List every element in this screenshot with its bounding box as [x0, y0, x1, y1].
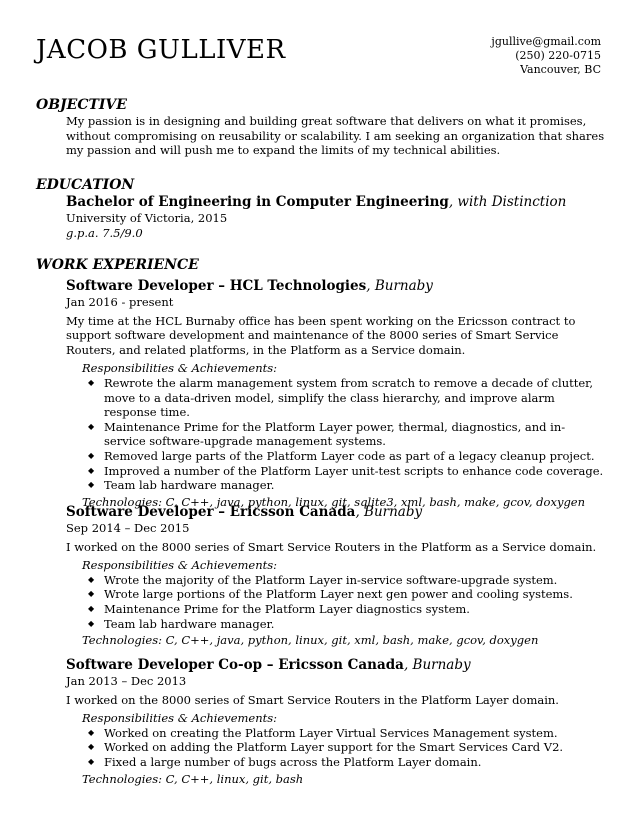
degree: Bachelor of Engineering in Computer Engineering [66, 194, 449, 210]
job-title-line [66, 277, 606, 295]
list-item: ◆ Wrote large portions of the Platform Layer next gen power and cooling systems. [88, 587, 573, 602]
job-ericsson [66, 503, 606, 648]
objective-heading: OBJECTIVE [36, 97, 127, 113]
technologies: Technologies: C, C++, linux, git, bash [82, 771, 304, 786]
list-item: ◆ Removed large parts of the Platform Layer code as part of a legacy cleanup project. [88, 448, 595, 463]
bullet-icon: ◆ [88, 603, 95, 613]
job-title-line [66, 656, 606, 674]
list-item: ◆ Fixed a large number of bugs across the Platform Layer domain. [88, 754, 482, 769]
job-dates: Jan 2013 – Dec 2013 [66, 674, 187, 688]
bullet-icon: ◆ [88, 465, 95, 475]
job-description: My time at the HCL Burnaby office has been spent working on the Ericsson contract to support software development and maintenance of the 8000 series of Smart Service Routers, and related platforms, in the Platform as a Service domain. [66, 313, 576, 357]
list-item: ◆ Team lab hardware manager. [88, 478, 275, 493]
bullet-icon: ◆ [88, 756, 95, 766]
job-ericsson-coop [66, 656, 606, 786]
job-title: Software Developer – Ericsson Canada [66, 504, 356, 520]
technologies: Technologies: C, C++, java, python, linux, git, xml, bash, make, gcov, doxygen [82, 633, 539, 648]
education-block [66, 193, 606, 240]
bullet-icon: ◆ [88, 589, 95, 599]
responsibilities-label: Responsibilities & Achievements: [82, 361, 278, 376]
job-dates: Sep 2014 – Dec 2015 [66, 521, 190, 535]
responsibilities-label: Responsibilities & Achievements: [82, 711, 278, 726]
location: Vancouver, BC [520, 63, 601, 76]
bullet-icon: ◆ [88, 727, 95, 737]
job-description: I worked on the 8000 series of Smart Service Routers in the Platform as a Service domain. [66, 539, 597, 554]
list-item: ◆ Improved a number of the Platform Layer unit-test scripts to enhance code coverage. [88, 463, 604, 478]
bullet-icon: ◆ [88, 480, 95, 490]
job-title: Software Developer Co-op – Ericsson Canada [66, 657, 404, 673]
responsibilities-label: Responsibilities & Achievements: [82, 558, 278, 573]
work-heading: WORK EXPERIENCE [36, 257, 199, 273]
bullet-icon: ◆ [88, 742, 95, 752]
job-location: , Burnaby [403, 657, 471, 673]
list-item: ◆ Worked on creating the Platform Layer Virtual Services Management system. [88, 725, 558, 740]
school: University of Victoria, 2015 [66, 211, 228, 225]
job-title-line [66, 503, 606, 521]
list-item: ◆ Team lab hardware manager. [88, 616, 275, 631]
list-item: ◆ Worked on adding the Platform Layer support for the Smart Services Card V2. [88, 740, 564, 755]
job-dates: Jan 2016 - present [66, 295, 174, 309]
gpa: g.p.a. 7.5/9.0 [66, 225, 143, 240]
list-item: ◆ Maintenance Prime for the Platform Layer power, thermal, diagnostics, and in-service software-upgrade management systems. [88, 419, 566, 449]
bullet-icon: ◆ [88, 421, 95, 431]
job-title: Software Developer – HCL Technologies [66, 278, 367, 294]
list-item: ◆ Wrote the majority of the Platform Layer in-service software-upgrade system. [88, 572, 558, 587]
bullet-icon: ◆ [88, 574, 95, 584]
bullet-icon: ◆ [88, 450, 95, 460]
objective-text: My passion is in designing and building great software that delivers on what it promises, without compromising on reusability or scalability. I am seeking an organization that shares my passion and will push me to expand the limits of my technical abilities. [66, 114, 605, 158]
distinction: , with Distinction [448, 194, 567, 210]
phone: (250) 220-0715 [515, 49, 601, 62]
job-description: I worked on the 8000 series of Smart Service Routers in the Platform Layer domain. [66, 692, 559, 707]
bullet-icon: ◆ [88, 377, 95, 387]
achievement-list [66, 726, 606, 770]
degree-line [66, 193, 606, 211]
achievement-list [66, 573, 606, 631]
bullet-icon: ◆ [88, 618, 95, 628]
job-location: , Burnaby [355, 504, 423, 520]
job-location: , Burnaby [366, 278, 433, 294]
contact-info [491, 35, 601, 77]
achievement-list [66, 376, 606, 493]
list-item: ◆ Rewrote the alarm management system from scratch to remove a decade of clutter, move to a data-driven model, simplify the class hierarchy, and improve alarm response time. [88, 375, 594, 420]
email[interactable]: jgullive@gmail.com [491, 35, 601, 48]
technologies: Technologies: C, C++, java, python, linux, git, sqlite3, xml, bash, make, gcov, doxygen [82, 494, 586, 509]
candidate-name: JACOB GULLIVER [36, 35, 286, 65]
education-heading: EDUCATION [36, 177, 135, 193]
list-item: ◆ Maintenance Prime for the Platform Layer diagnostics system. [88, 601, 470, 616]
job-hcl [66, 277, 606, 509]
